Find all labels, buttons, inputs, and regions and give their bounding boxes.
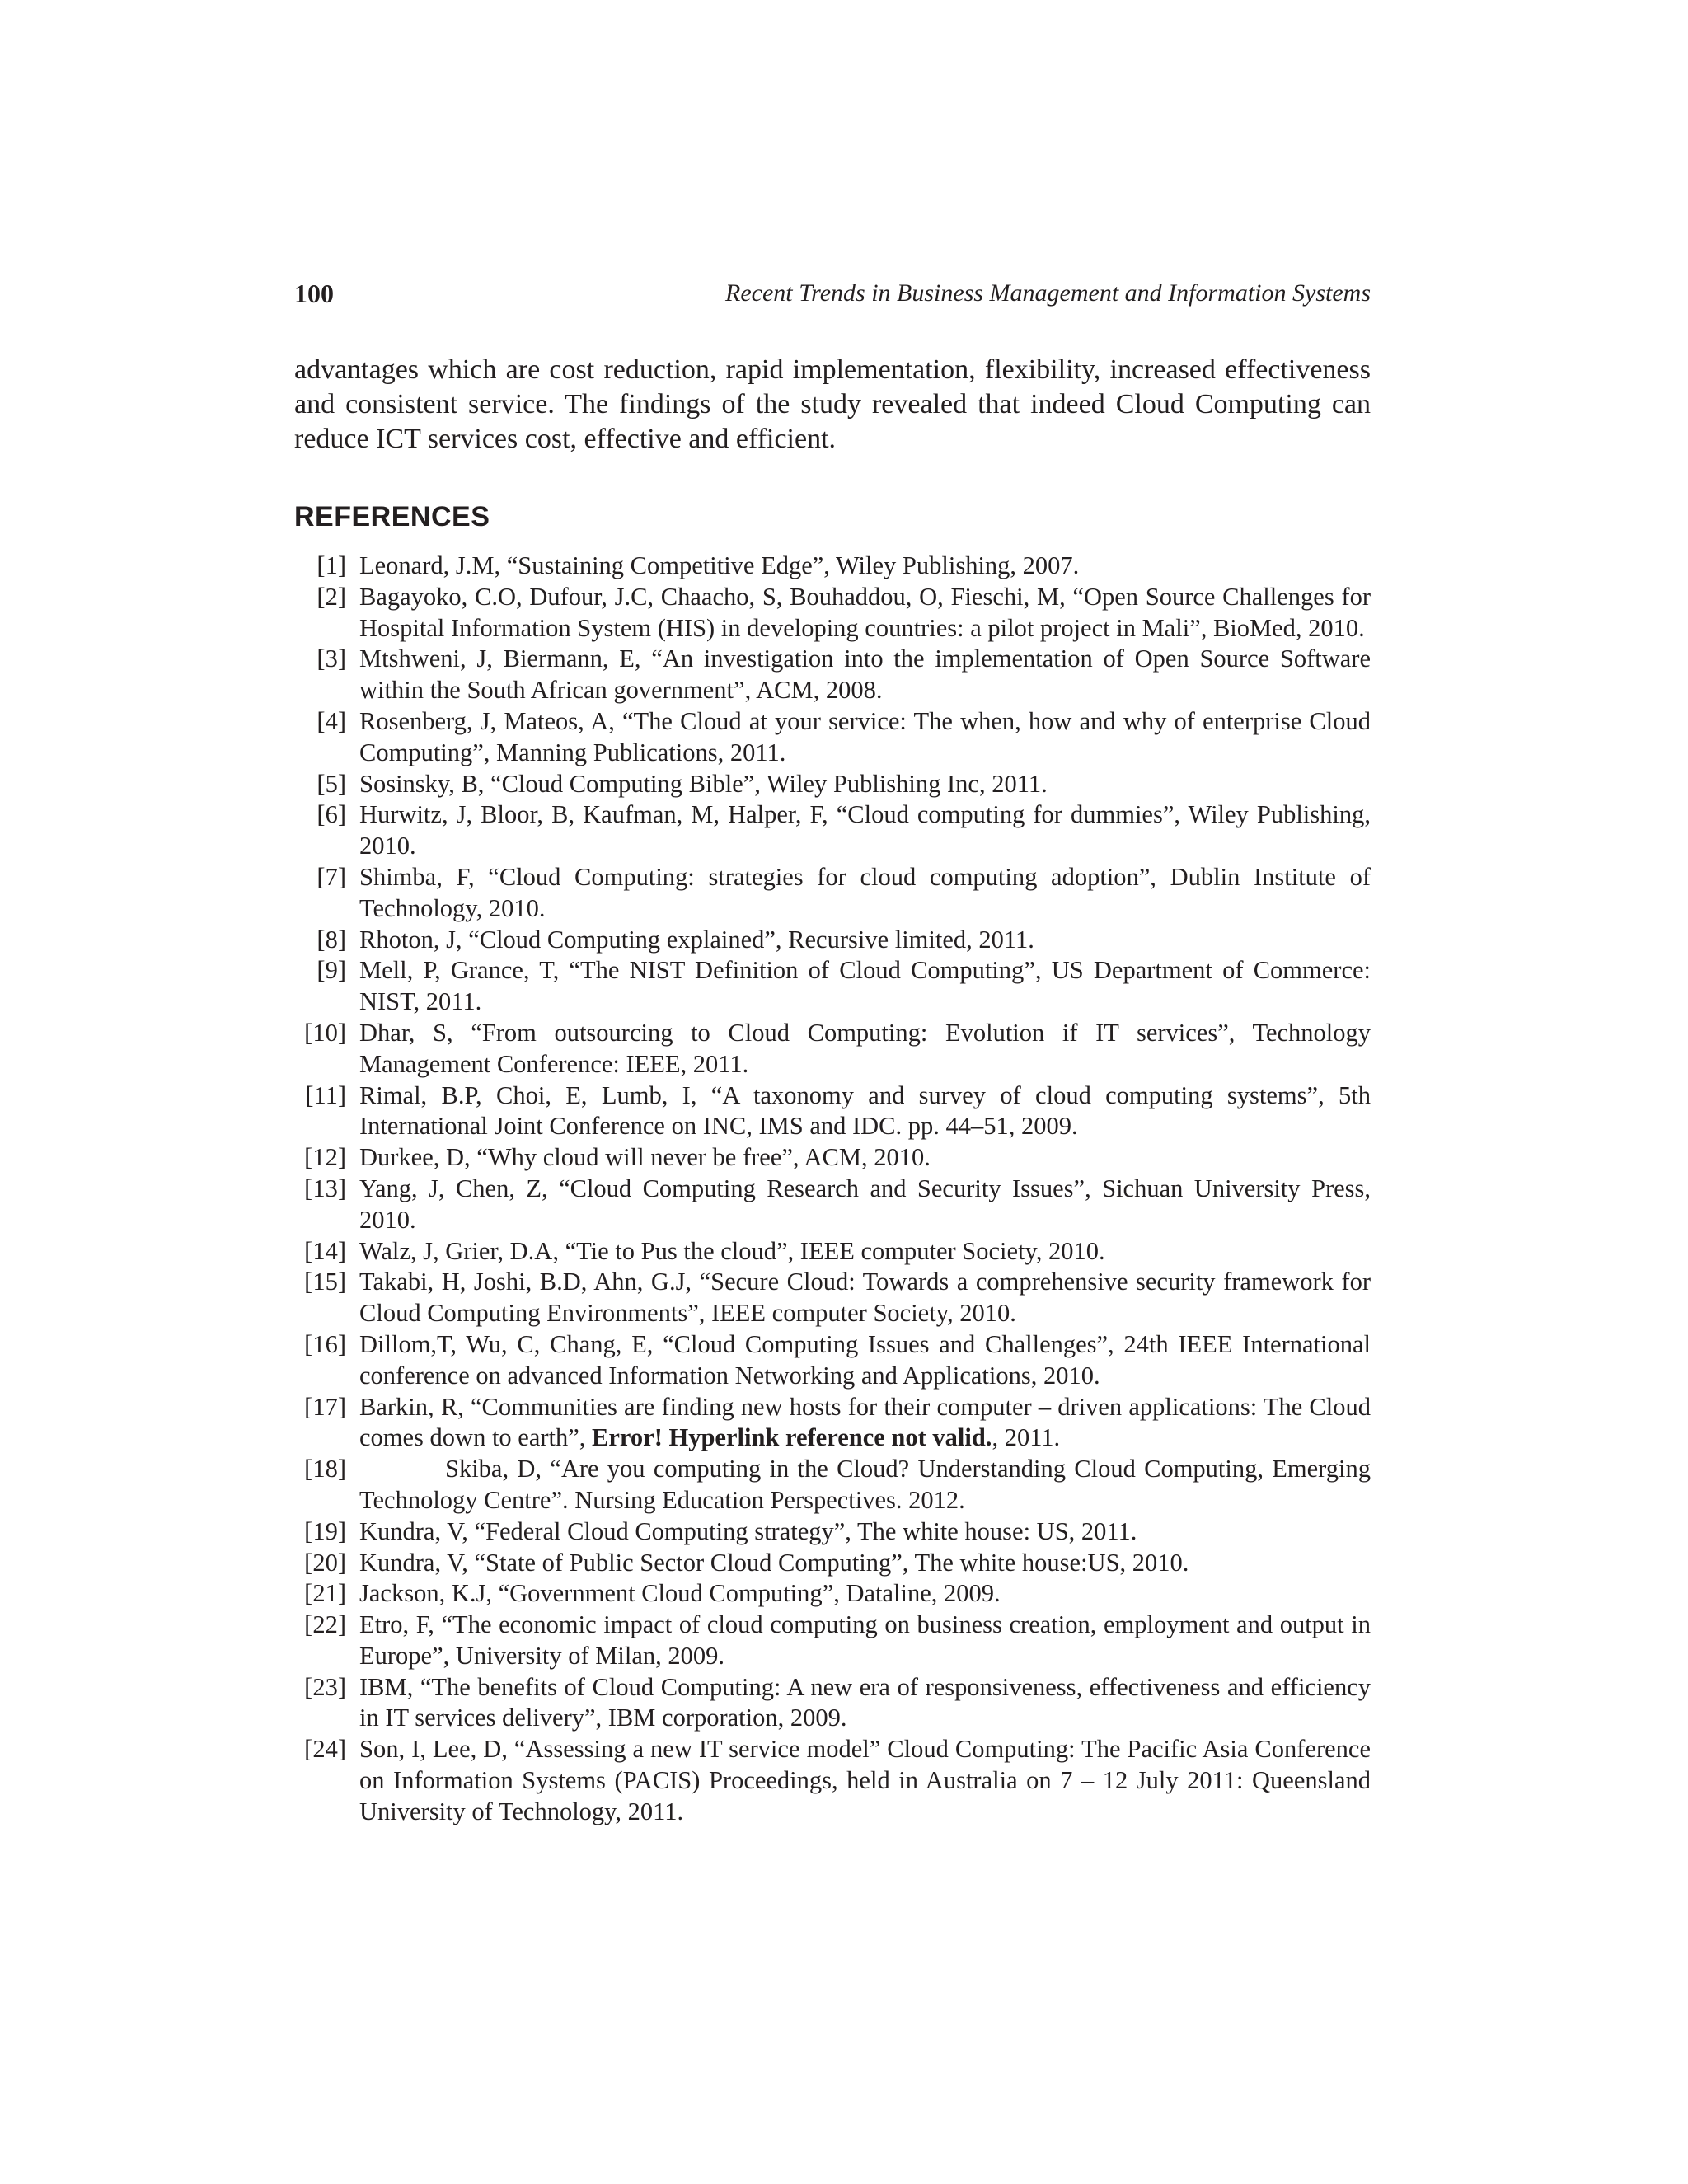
references-heading: REFERENCES — [294, 501, 490, 532]
reference-list — [294, 551, 1371, 1828]
reference-item — [294, 706, 1371, 769]
reference-number: [14] — [304, 1236, 346, 1265]
reference-item — [294, 1610, 1371, 1672]
reference-item — [294, 769, 1371, 800]
reference-item — [294, 1734, 1371, 1827]
reference-number: [19] — [304, 1516, 346, 1545]
reference-text: Rhoton, J, “Cloud Computing explained”, Recursive limited, 2011. — [359, 925, 1034, 954]
reference-text: IBM, “The benefits of Cloud Computing: A new era of responsiveness, effectiveness and efficiency in IT services delivery”, IBM corporation, 2009. — [359, 1672, 1371, 1732]
reference-item — [294, 1548, 1371, 1579]
reference-item — [294, 1454, 1371, 1516]
reference-item — [294, 1516, 1371, 1548]
reference-number: [21] — [304, 1579, 346, 1608]
reference-number: [8] — [316, 925, 346, 954]
reference-text: Kundra, V, “Federal Cloud Computing strategy”, The white house: US, 2011. — [359, 1516, 1137, 1545]
reference-text: Mell, P, Grance, T, “The NIST Definition of Cloud Computing”, US Department of Commerce: NIST, 2011. — [359, 956, 1371, 1016]
reference-text: Dhar, S, “From outsourcing to Cloud Computing: Evolution if IT services”, Technology Management Conference: IEEE, 2011. — [359, 1018, 1371, 1078]
reference-item — [294, 1080, 1371, 1143]
reference-text: Hurwitz, J, Bloor, B, Kaufman, M, Halper, F, “Cloud computing for dummies”, Wiley Publishing, 2010. — [359, 800, 1371, 860]
reference-text-tail: , 2011. — [992, 1423, 1061, 1452]
reference-text: Mtshweni, J, Biermann, E, “An investigation into the implementation of Open Source Software within the South African government”, ACM, 2008. — [359, 644, 1371, 705]
reference-text: Kundra, V, “State of Public Sector Cloud Computing”, The white house:US, 2010. — [359, 1548, 1189, 1577]
reference-item — [294, 551, 1371, 582]
reference-item — [294, 1672, 1371, 1735]
reference-text: Shimba, F, “Cloud Computing: strategies for cloud computing adoption”, Dublin Institute of Technology, 2010. — [359, 862, 1371, 922]
reference-text: Dillom,T, Wu, C, Chang, E, “Cloud Computing Issues and Challenges”, 24th IEEE International conference on advanced Information Networking and Applications, 2010. — [359, 1329, 1371, 1390]
reference-text-lead: Barkin, R, “Communities are finding new hosts for their computer – driven applications: The Cloud comes down to earth”, — [359, 1392, 1371, 1452]
reference-text: Walz, J, Grier, D.A, “Tie to Pus the cloud”, IEEE computer Society, 2010. — [359, 1236, 1105, 1265]
reference-number: [24] — [304, 1735, 346, 1764]
reference-text: Skiba, D, “Are you computing in the Cloud? Understanding Cloud Computing, Emerging Technology Centre”. Nursing Education Perspectives. 2012. — [359, 1455, 1371, 1514]
reference-number: [23] — [304, 1672, 346, 1701]
reference-text: Sosinsky, B, “Cloud Computing Bible”, Wiley Publishing Inc, 2011. — [359, 769, 1048, 798]
reference-number: [6] — [316, 800, 346, 829]
reference-item — [294, 1018, 1371, 1080]
reference-number: [2] — [316, 582, 346, 611]
hyperlink-error-text: Error! Hyperlink reference not valid. — [592, 1423, 992, 1452]
reference-number: [18] — [304, 1455, 346, 1483]
page-number: 100 — [294, 279, 334, 308]
reference-number: [22] — [304, 1610, 346, 1639]
reference-text: Bagayoko, C.O, Dufour, J.C, Chaacho, S, Bouhaddou, O, Fieschi, M, “Open Source Challenges for Hospital Information System (HIS) in developing countries: a pilot project in Mali”, BioMed, 2010. — [359, 582, 1371, 642]
reference-item — [294, 1236, 1371, 1268]
reference-number: [15] — [304, 1268, 346, 1296]
reference-number: [7] — [316, 862, 346, 891]
reference-text: Jackson, K.J, “Government Cloud Computing”, Dataline, 2009. — [359, 1579, 1001, 1608]
reference-text: Rimal, B.P, Choi, E, Lumb, I, “A taxonomy and survey of cloud computing systems”, 5th International Joint Conference on INC, IMS and IDC. pp. 44–51, 2009. — [359, 1080, 1371, 1141]
reference-number: [3] — [316, 644, 346, 673]
reference-item — [294, 644, 1371, 706]
reference-item — [294, 1174, 1371, 1236]
reference-item — [294, 862, 1371, 925]
reference-item — [294, 1267, 1371, 1329]
reference-number: [9] — [316, 956, 346, 985]
reference-item — [294, 799, 1371, 862]
reference-text: Takabi, H, Joshi, B.D, Ahn, G.J, “Secure Cloud: Towards a comprehensive security framework for Cloud Computing Environments”, IEEE computer Society, 2010. — [359, 1268, 1371, 1328]
reference-number: [11] — [305, 1080, 346, 1109]
reference-number: [16] — [304, 1329, 346, 1358]
reference-number: [12] — [304, 1143, 346, 1172]
reference-number: [10] — [304, 1018, 346, 1047]
reference-text — [359, 1392, 1371, 1455]
reference-number: [20] — [304, 1548, 346, 1577]
reference-text: Durkee, D, “Why cloud will never be free”, ACM, 2010. — [359, 1143, 931, 1172]
reference-item — [294, 1142, 1371, 1174]
reference-item — [294, 1329, 1371, 1392]
reference-text: Yang, J, Chen, Z, “Cloud Computing Research and Security Issues”, Sichuan University Press, 2010. — [359, 1174, 1371, 1234]
reference-number: [5] — [316, 769, 346, 798]
reference-text: Leonard, J.M, “Sustaining Competitive Edge”, Wiley Publishing, 2007. — [359, 551, 1080, 579]
intro-paragraph: advantages which are cost reduction, rapid implementation, flexibility, increased effectiveness and consistent service. The findings of the study revealed that indeed Cloud Computing can reduce ICT services cost, effective and efficient. — [294, 354, 1371, 454]
reference-text: Etro, F, “The economic impact of cloud computing on business creation, employment and output in Europe”, University of Milan, 2009. — [359, 1610, 1371, 1670]
reference-item — [294, 1578, 1371, 1610]
reference-item — [294, 1392, 1371, 1455]
reference-text: Rosenberg, J, Mateos, A, “The Cloud at your service: The when, how and why of enterprise Cloud Computing”, Manning Publications, 2011. — [359, 706, 1371, 766]
reference-item — [294, 955, 1371, 1018]
running-title: Recent Trends in Business Management and Information Systems — [725, 279, 1371, 307]
reference-number: [1] — [316, 551, 346, 579]
reference-number: [13] — [304, 1174, 346, 1202]
reference-item — [294, 582, 1371, 644]
reference-number: [17] — [304, 1392, 346, 1421]
reference-number: [4] — [316, 706, 346, 735]
reference-text: Son, I, Lee, D, “Assessing a new IT service model” Cloud Computing: The Pacific Asia Conference on Information Systems (PACIS) Proceedings, held in Australia on 7 – 12 July 2011: Queensland University of Technology, 2011. — [359, 1735, 1371, 1825]
reference-item — [294, 925, 1371, 956]
